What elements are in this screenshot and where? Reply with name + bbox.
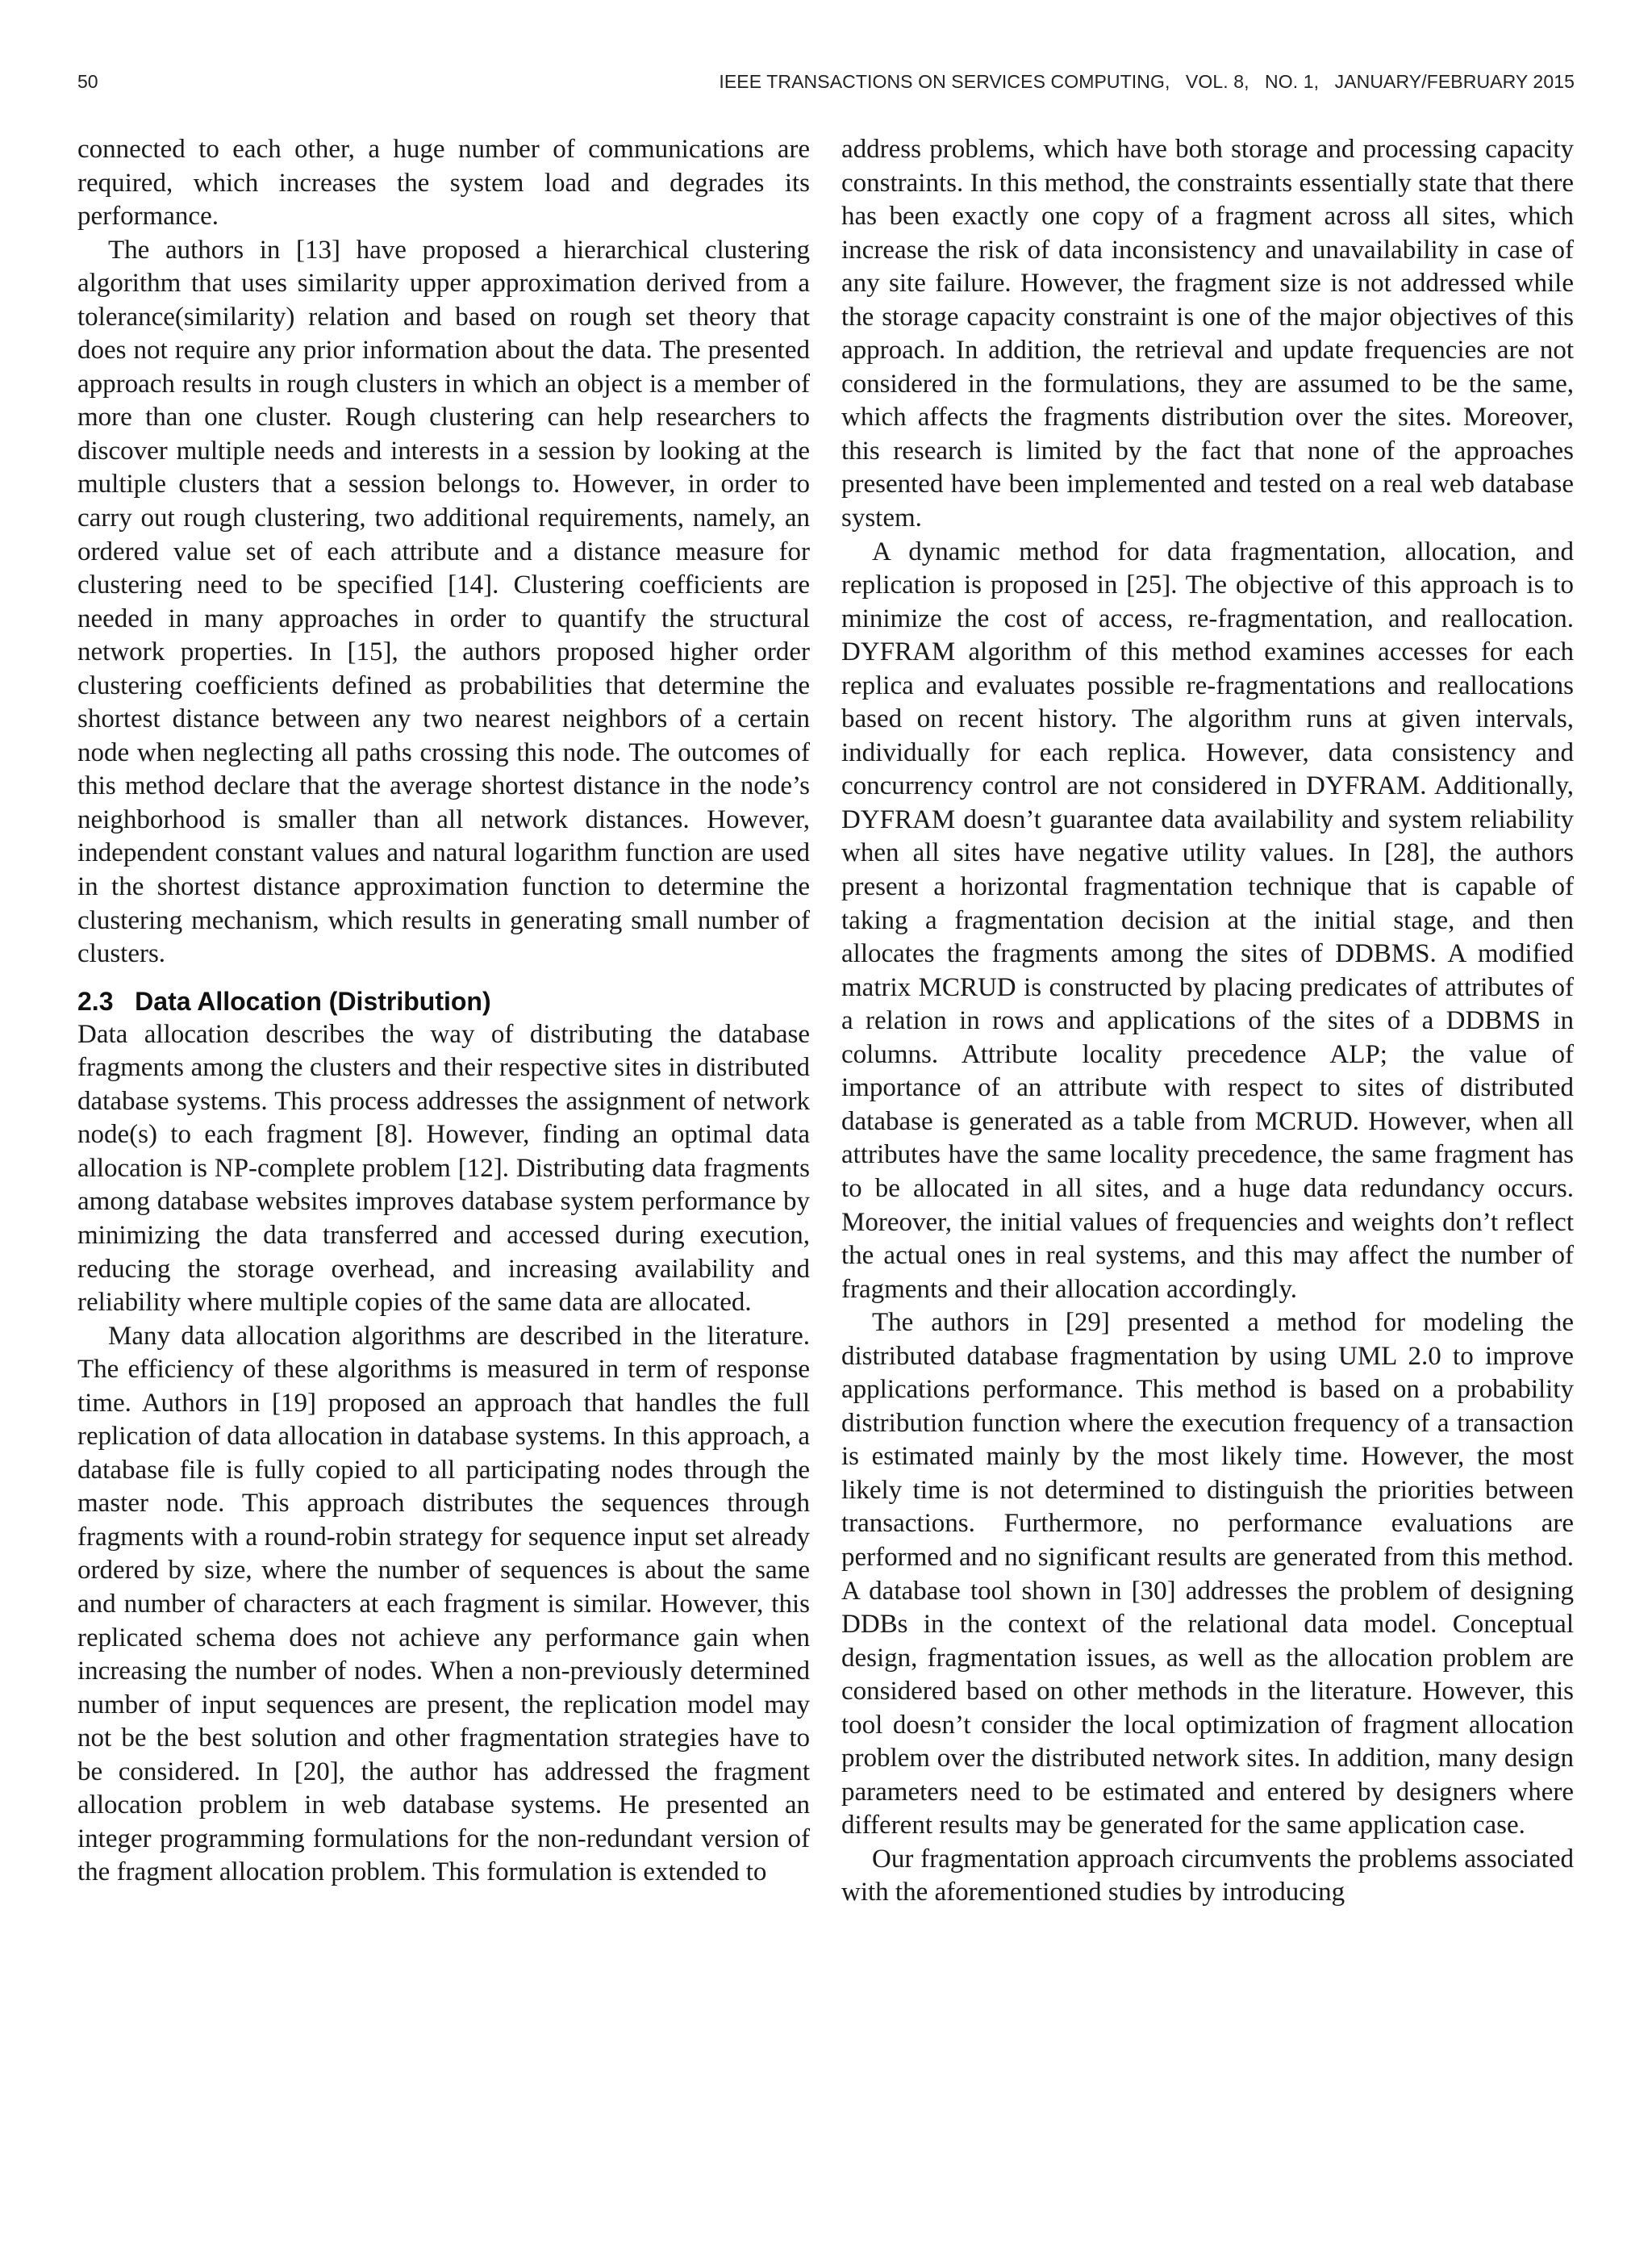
paragraph: The authors in [13] have proposed a hierarchical clustering algorithm that uses similarity upper approximation derived from a tolerance(similarity) relation and based on rough set theory that does not require any prior information about the data. The presented approach results in rough clusters in which an object is a member of more than one cluster. Rough clustering can help researchers to discover multiple needs and interests in a session by looking at the multiple clusters that a session belongs to. However, in order to carry out rough clustering, two additional requirements, namely, an ordered value set of each attribute and a distance measure for clustering need to be specified [14]. Clustering coefficients are needed in many approaches in order to quantify the structural network properties. In [15], the authors proposed higher order clustering coefficients defined as probabilities that determine the shortest distance between any two nearest neighbors of a certain node when neglecting all paths crossing this node. The outcomes of this method declare that the average shortest distance in the node’s neighborhood is smaller than all network distances. However, independent constant values and natural logarithm function are used in the shortest distance approximation function to determine the clustering mechanism, which results in generating small number of clusters.	[77, 235, 810, 969]
right-column	[841, 133, 1574, 1910]
paragraph: Our fragmentation approach circumvents the problems associated with the aforementioned studies by introducing	[841, 1844, 1574, 1907]
section-number: 2.3	[77, 986, 114, 1016]
running-head	[77, 71, 1575, 103]
section-title: Data Allocation (Distribution)	[135, 986, 491, 1016]
left-column	[77, 133, 810, 1890]
paragraph: connected to each other, a huge number of communications are required, which increases the system load and degrades its performance.	[77, 135, 810, 232]
paragraph: The authors in [29] presented a method for modeling the distributed database fragmentation by using UML 2.0 to improve applications performance. This method is based on a probability distribution function where the execution frequency of a transaction is estimated mainly by the most likely time. However, the most likely time is not determined to distinguish the priorities between transactions. Furthermore, no performance evaluations are performed and no significant results are generated from this method. A database tool shown in [30] addresses the problem of designing DDBs in the context of the relational data model. Conceptual design, fragmentation issues, as well as the allocation problem are considered based on other methods in the literature. However, this tool doesn’t consider the local optimization of fragment allocation problem over the distributed network sites. In addition, many design parameters need to be estimated and entered by designers where different results may be generated for the same application case.	[841, 1308, 1574, 1840]
section-heading	[77, 984, 810, 1018]
page-number: 50	[77, 71, 98, 92]
journal-title: IEEE TRANSACTIONS ON SERVICES COMPUTING, VOL. 8, NO. 1, JANUARY/FEBRUARY 2015	[719, 71, 1575, 92]
paragraph: Data allocation describes the way of distributing the database fragments among the clusters and their respective sites in distributed database systems. This process addresses the assignment of network node(s) to each fragment [8]. However, finding an optimal data allocation is NP-complete problem [12]. Distributing data fragments among database websites improves database system performance by minimizing the data transferred and accessed during execution, reducing the storage overhead, and increasing availability and reliability where multiple copies of the same data are allocated.	[77, 1019, 810, 1318]
paragraph: Many data allocation algorithms are described in the literature. The efficiency of these algorithms is measured in term of response time. Authors in [19] proposed an approach that handles the full replication of data allocation in database systems. In this approach, a database file is fully copied to all participating nodes through the master node. This approach distributes the sequences through fragments with a round-robin strategy for sequence input set already ordered by size, where the number of sequences is about the same and number of characters at each fragment is similar. However, this replicated schema does not achieve any performance gain when increasing the number of nodes. When a non-previously determined number of input sequences are present, the replication model may not be the best solution and other fragmentation strategies have to be considered. In [20], the author has addressed the fragment allocation problem in web database systems. He presented an integer programming formulations for the non-redundant version of the fragment allocation problem. This formulation is extended to	[77, 1321, 810, 1887]
paragraph: address problems, which have both storage and processing capacity constraints. In this method, the constraints essentially state that there has been exactly one copy of a fragment across all sites, which increase the risk of data inconsistency and unavailability in case of any site failure. However, the fragment size is not addressed while the storage capacity constraint is one of the major objectives of this approach. In addition, the retrieval and update frequencies are not considered in the formulations, they are assumed to be the same, which affects the fragments distribution over the sites. Moreover, this research is limited by the fact that none of the approaches presented have been implemented and tested on a real web database system.	[841, 135, 1574, 533]
paragraph: A dynamic method for data fragmentation, allocation, and replication is proposed in [25]. The objective of this approach is to minimize the cost of access, re-fragmentation, and reallocation. DYFRAM algorithm of this method examines accesses for each replica and evaluates possible re-fragmentations and reallocations based on recent history. The algorithm runs at given intervals, individually for each replica. However, data consistency and concurrency control are not considered in DYFRAM. Additionally, DYFRAM doesn’t guarantee data availability and system reliability when all sites have negative utility values. In [28], the authors present a horizontal fragmentation technique that is capable of taking a fragmentation decision at the initial stage, and then allocates the fragments among the sites of DDBMS. A modified matrix MCRUD is constructed by placing predicates of attributes of a relation in rows and applications of the sites of a DDBMS in columns. Attribute locality precedence ALP; the value of importance of an attribute with respect to sites of distributed database is generated as a table from MCRUD. However, when all attributes have the same locality precedence, the same fragment has to be allocated in all sites, and a huge data redundancy occurs. Moreover, the initial values of frequencies and weights don’t reflect the actual ones in real systems, and this may affect the number of fragments and their allocation accordingly.	[841, 537, 1574, 1304]
